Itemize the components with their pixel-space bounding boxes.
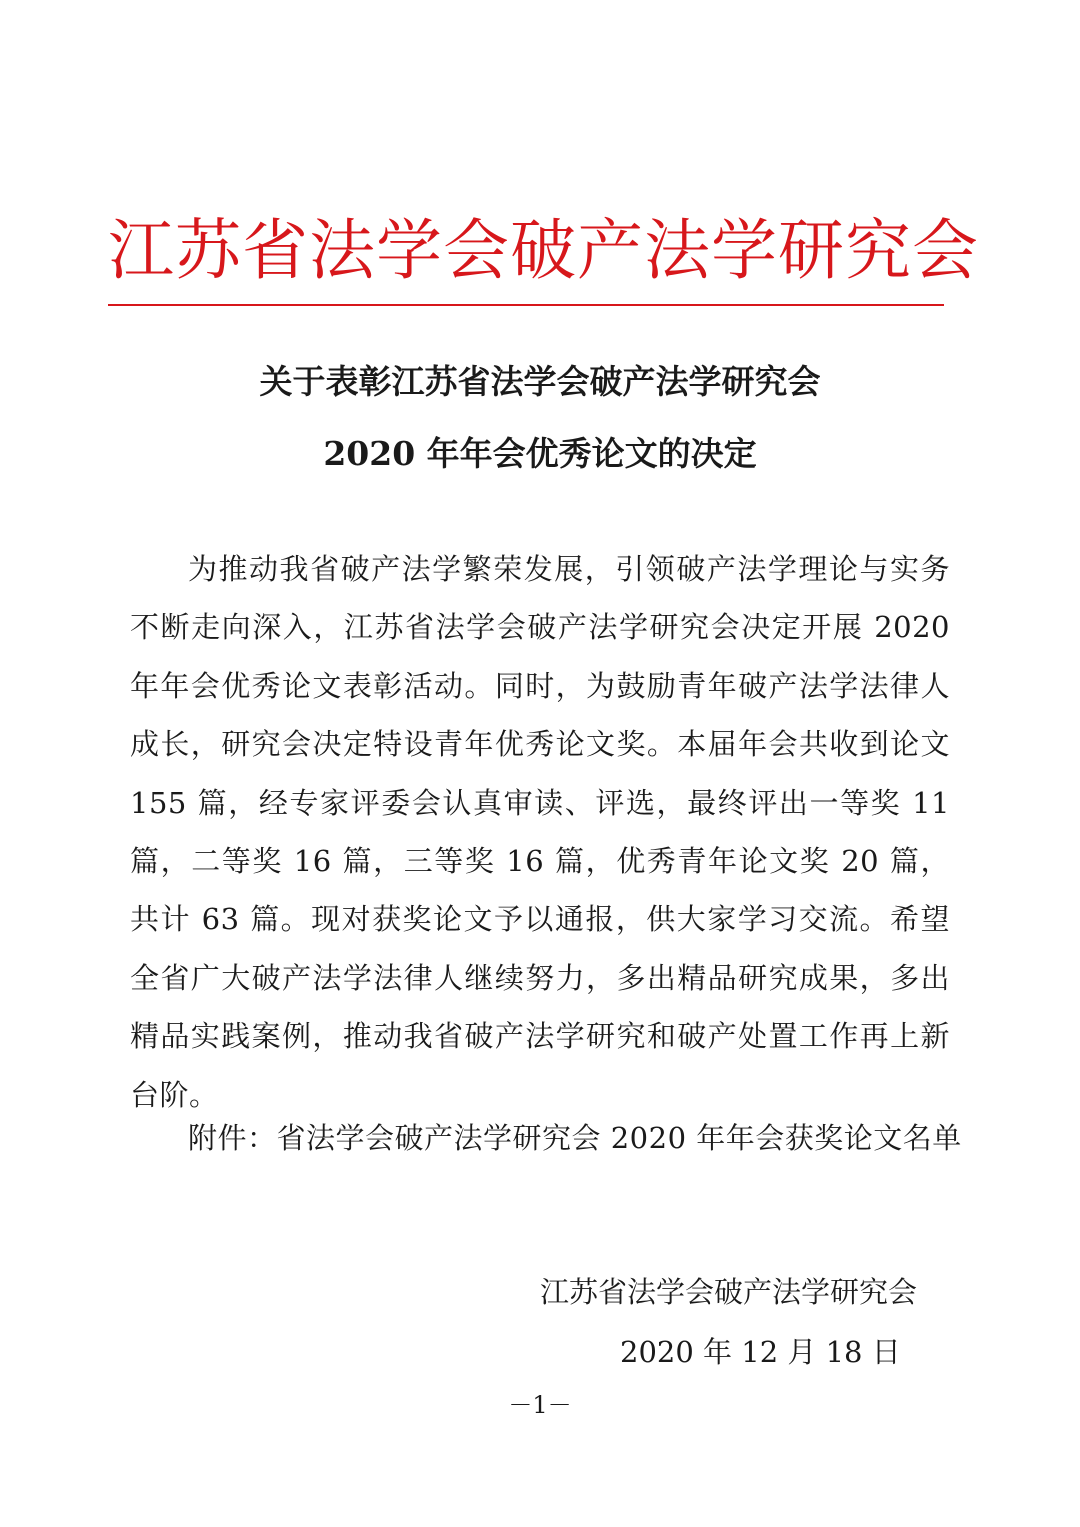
document-body-paragraph: 为推动我省破产法学繁荣发展，引领破产法学理论与实务不断走向深入，江苏省法学会破产法学研究会决定开展 2020 年年会优秀论文表彰活动。同时，为鼓励青年破产法学法律人成长，研究会决定特设青年优秀论文奖。本届年会共收到论文 155 篇，经专家评委会认真审读、评选，最终评出一等奖 11 篇，二等奖 16 篇，三等奖 16 篇，优秀青年论文奖 20 篇，共计 63 篇。现对获奖论文予以通报，供大家学习交流。希望全省广大破产法学法律人继续努力，多出精品研究成果，多出精品实践案例，推动我省破产法学研究和破产处置工作再上新台阶。 [130, 552, 950, 1112]
document-title-line-1: 关于表彰江苏省法学会破产法学研究会 [259, 362, 821, 401]
signature-organization: 江苏省法学会破产法学研究会 [540, 1275, 918, 1309]
attachment-note: 附件：省法学会破产法学研究会 2020 年年会获奖论文名单 [188, 1121, 962, 1155]
document-title-line-2: 2020 年年会优秀论文的决定 [323, 434, 757, 473]
masthead-org-name: 江苏省法学会破产法学研究会 [108, 212, 979, 289]
page-number: －1－ [508, 1391, 572, 1419]
masthead-divider [108, 304, 944, 306]
signature-date: 2020 年 12 月 18 日 [620, 1335, 901, 1369]
